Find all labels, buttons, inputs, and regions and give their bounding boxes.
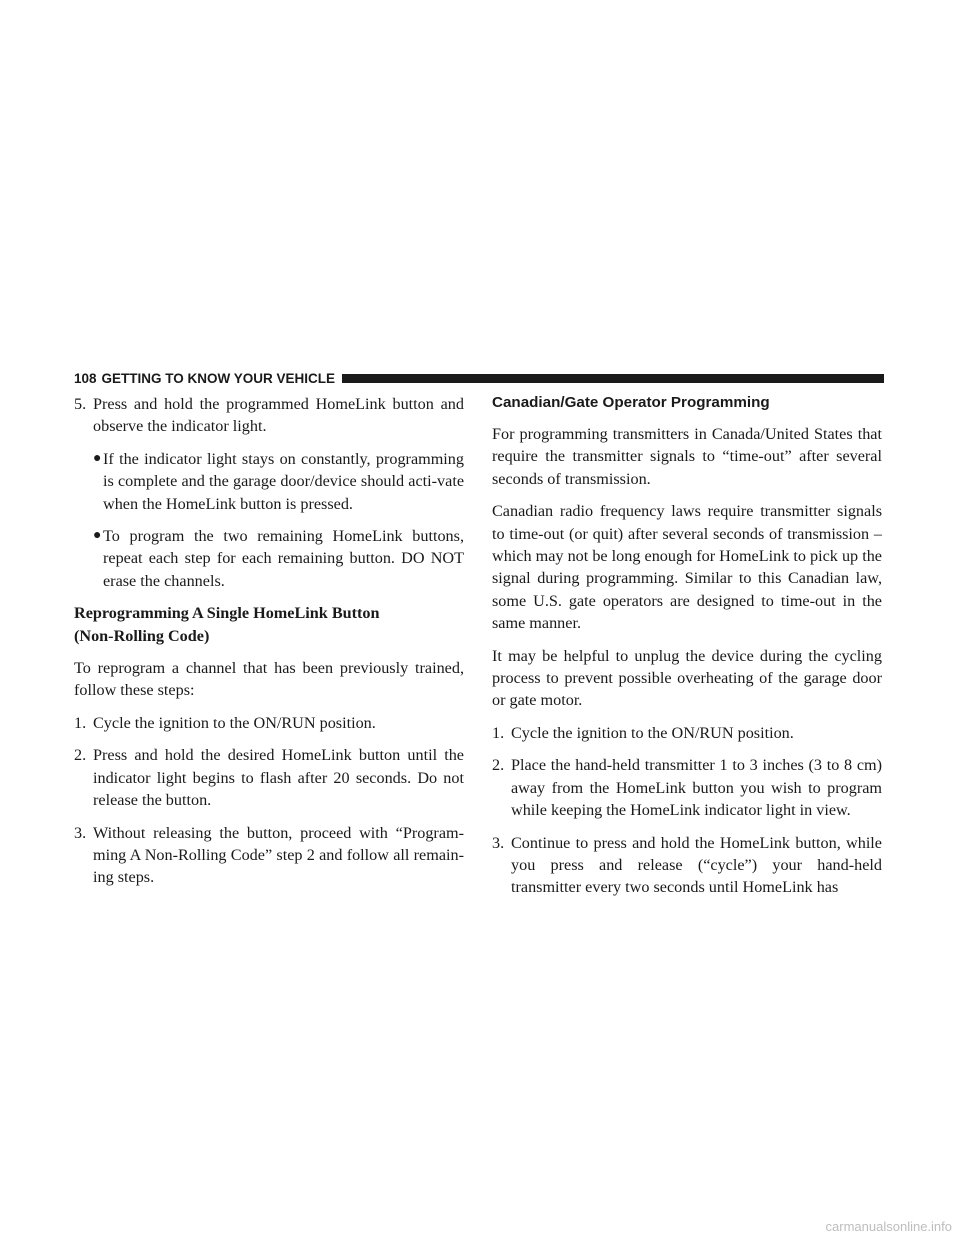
step-1 — [74, 712, 464, 734]
bullet-item — [93, 448, 464, 515]
bullet-icon: ● — [93, 528, 102, 544]
subheading-line: Reprogramming A Single HomeLink Button — [74, 604, 380, 623]
step-text: Without releasing the button, proceed with “Program-ming A Non-Rolling Code” step 2 and follow all remain-ing steps. — [93, 823, 464, 887]
step-3 — [492, 832, 882, 899]
bullet-text: If the indicator light stays on constantly, programming is complete and the garage door/device should acti-vate when the HomeLink button is pressed. — [103, 449, 464, 513]
step-number: 2. — [74, 746, 87, 765]
subheading-reprogramming — [74, 602, 464, 647]
step-text: Press and hold the desired HomeLink button until the indicator light begins to flash after 20 seconds. Do not release the button. — [93, 746, 464, 810]
step-text: Continue to press and hold the HomeLink button, while you press and release (“cycle”) your hand-held transmitter every two seconds until HomeLink has — [511, 833, 882, 897]
left-column — [74, 393, 464, 899]
step-2 — [74, 744, 464, 811]
step-number: 3. — [74, 823, 87, 842]
page-header — [74, 370, 884, 386]
step-text: Place the hand-held transmitter 1 to 3 inches (3 to 8 cm) away from the HomeLink button you wish to program while keeping the HomeLink indicator light in view. — [511, 756, 882, 820]
intro-paragraph: To reprogram a channel that has been previously trained, follow these steps: — [74, 659, 464, 700]
step-1 — [492, 722, 882, 744]
header-rule — [342, 374, 884, 383]
section-heading: Canadian/Gate Operator Programming — [492, 394, 770, 411]
bullet-item — [93, 525, 464, 592]
step-text: Cycle the ignition to the ON/RUN position. — [511, 723, 794, 742]
step-2 — [492, 754, 882, 821]
right-column — [492, 393, 882, 909]
step-text: Press and hold the programmed HomeLink button and observe the indicator light. — [93, 395, 464, 436]
bullet-text: To program the two remaining HomeLink buttons, repeat each step for each remaining button. DO NOT erase the channels. — [103, 527, 464, 590]
paragraph: For programming transmitters in Canada/United States that require the transmitter signals to “time-out” after several seconds of transmission. — [492, 425, 882, 488]
page-number: 108 — [74, 370, 97, 386]
step-number: 3. — [492, 833, 505, 852]
section-title: GETTING TO KNOW YOUR VEHICLE — [101, 370, 336, 386]
step-text: Cycle the ignition to the ON/RUN position. — [93, 713, 376, 732]
step-number: 1. — [492, 723, 505, 742]
step-3 — [74, 822, 464, 889]
watermark-text: carmanualsonline.info — [825, 1219, 952, 1234]
step-number: 1. — [74, 713, 87, 732]
step-number: 5. — [74, 395, 87, 413]
bullet-icon: ● — [93, 450, 102, 466]
paragraph: It may be helpful to unplug the device during the cycling process to prevent possible overheating of the garage door or gate motor. — [492, 646, 882, 710]
paragraph: Canadian radio frequency laws require transmitter signals to time-out (or quit) after several seconds of transmission – which may not be long enough for HomeLink to pick up the signal during programming. Similar to this Canadian law, some U.S. gate operators are designed to time-out in the same manner. — [492, 502, 882, 633]
step-5 — [74, 393, 464, 438]
subheading-line: (Non-Rolling Code) — [74, 626, 210, 645]
step-number: 2. — [492, 756, 505, 775]
